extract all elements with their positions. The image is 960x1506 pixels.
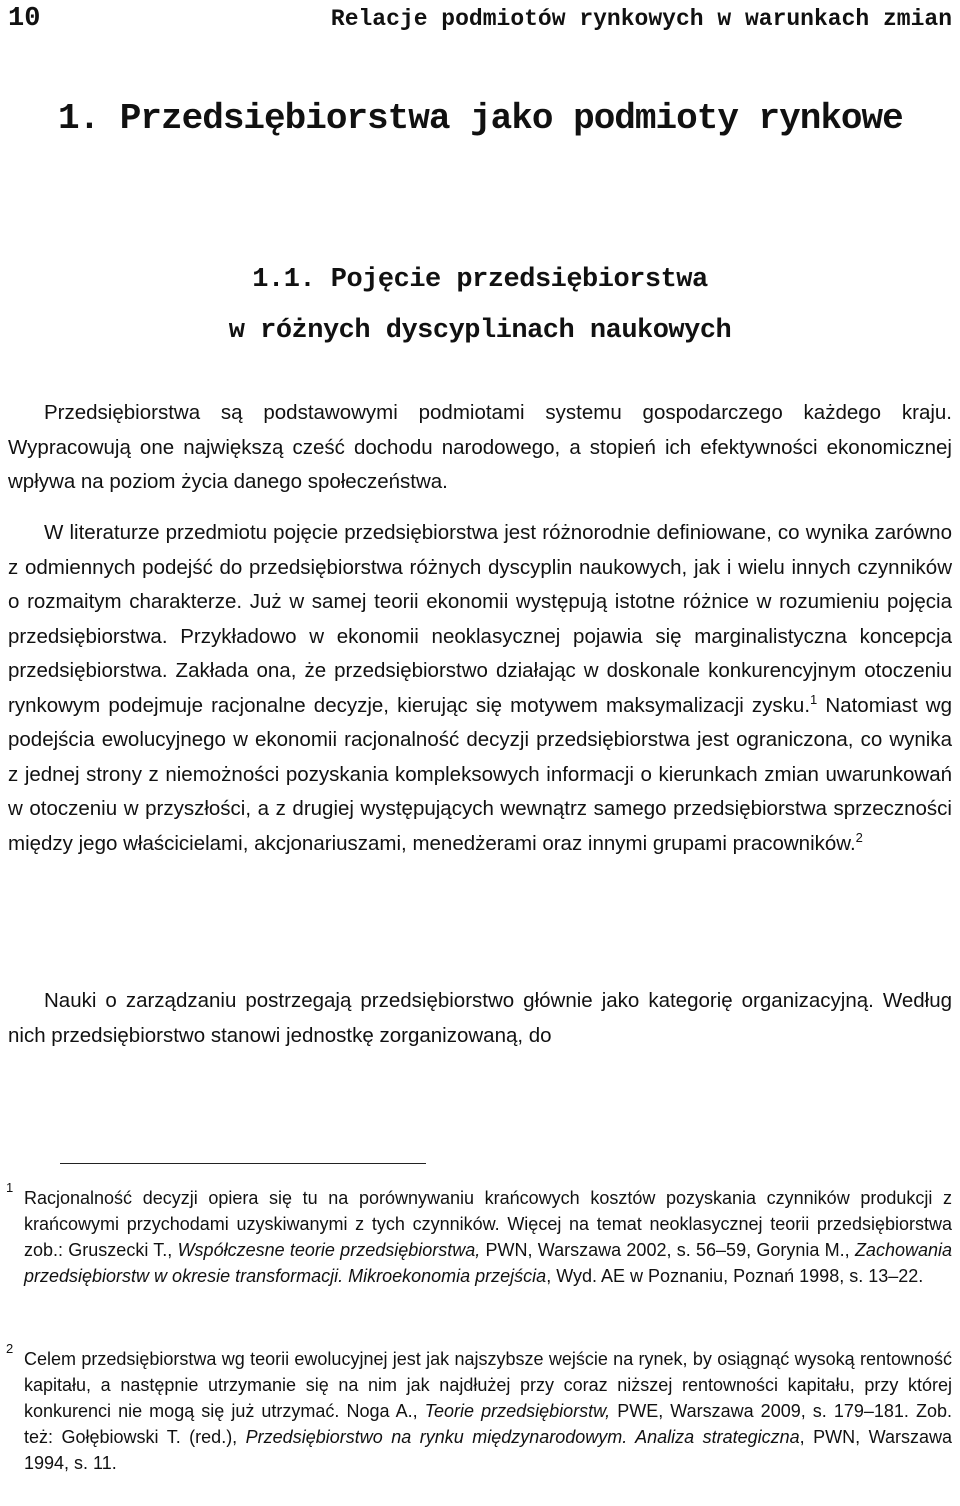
chapter-title: 1. Przedsiębiorstwa jako podmioty rynkowe [58, 98, 903, 139]
footnote-2-title-a: Teorie przedsiębiorstw, [424, 1401, 611, 1421]
section-title-line-2: w różnych dyscyplinach naukowych [228, 316, 732, 346]
footnote-2-title-b: Przedsiębiorstwo na rynku międzynarodowym. Analiza strategiczna [245, 1427, 800, 1447]
paragraph-2-text-b: Natomiast wg podejścia ewolucyjnego w ekonomii racjonalność decyzji przedsiębiorstwa jest ograniczona, co wynika z jednej strony z niemożności pozyskania kompleksowych informacji o kierunkach zmian uwarunkowań w otoczeniu w przyszłości, a z drugiej występujących wewnątrz samego przedsiębiorstwa sprzeczności między jego właścicielami, akcjonariuszami, menedżerami oraz innymi grupami pracowników. [8, 693, 952, 855]
footnote-1-text-c: , Wyd. AE w Poznaniu, Poznań 1998, s. 13–22. [546, 1266, 924, 1286]
footnote-1-title-b: Zachowania przedsiębiorstw w okresie transformacji. Mikroekonomia przejścia [24, 1240, 952, 1286]
footnote-2 [6, 1341, 952, 1476]
running-title: Relacje podmiotów rynkowych w warunkach zmian [330, 6, 952, 32]
footnote-2-text-a: Celem przedsiębiorstwa wg teorii ewolucyjnej jest jak najszybsze wejście na rynek, by osiągnąć wysoką rentowność kapitału, a następnie utrzymanie się na nim jak najdłużej przy coraz niższej rentowności kapitału, przy której konkurenci nie mogą się już utrzymać. Noga A., [24, 1349, 952, 1421]
footnote-2-mark: 2 [6, 1341, 14, 1356]
page-number: 10 [8, 4, 41, 34]
paragraph-2 [8, 516, 952, 861]
paragraph-3 [8, 984, 952, 1053]
footnote-2-text-c: , PWN, Warszawa 1994, s. 11. [24, 1427, 952, 1473]
footnote-1 [6, 1180, 952, 1289]
paragraph-1 [8, 396, 952, 500]
footnote-1-mark: 1 [6, 1180, 14, 1195]
footnote-2-text-b: PWE, Warszawa 2009, s. 179–181. Zob. też: Gołębiowski T. (red.), [24, 1401, 952, 1447]
page-header [8, 4, 952, 38]
paragraph-2-text-a: W literaturze przedmiotu pojęcie przedsiębiorstwa jest różnorodnie definiowane, co wynika zarówno z odmiennych podejść do przedsiębiorstwa różnych dyscyplin naukowych, jak i wielu innych czynników o rozmaitym charakterze. Już w samej teorii ekonomii występują istotne różnice w rozumieniu pojęcia przedsiębiorstwa. Przykładowo w ekonomii neoklasycznej pojawia się marginalistyczna koncepcja przedsiębiorstwa. Zakłada ona, że przedsiębiorstwo działając w doskonale konkurencyjnym otoczeniu rynkowym podejmuje racjonalne decyzje, kierując się motywem maksymalizacji zysku. [8, 521, 952, 717]
footnote-ref-1[interactable]: 1 [810, 691, 818, 707]
footnote-ref-2[interactable]: 2 [855, 829, 863, 845]
footnote-1-text-b: PWN, Warszawa 2002, s. 56–59, Gorynia M., [480, 1240, 855, 1260]
paragraph-3-text: Nauki o zarządzaniu postrzegają przedsiębiorstwo głównie jako kategorię organizacyjną. Według nich przedsiębiorstwo stanowi jednostkę zorganizowaną, do [8, 989, 952, 1047]
footnote-1-title-a: Współczesne teorie przedsiębiorstwa, [177, 1240, 481, 1260]
footnote-1-text-a: Racjonalność decyzji opiera się tu na porównywaniu krańcowych kosztów pozyskania czynników produkcji z krańcowymi przychodami uzyskiwanymi z tych czynników. Więcej na temat neoklasycznej teorii przedsiębiorstwa zob.: Gruszecki T., [24, 1188, 952, 1260]
paragraph-1-text: Przedsiębiorstwa są podstawowymi podmiotami systemu gospodarczego każdego kraju. Wypracowują one największą cześć dochodu narodowego, a stopień ich efektywności ekonomicznej wpływa na poziom życia danego społeczeństwa. [8, 401, 952, 493]
footnote-separator [60, 1163, 426, 1164]
section-title-line-1: 1.1. Pojęcie przedsiębiorstwa [252, 265, 708, 295]
